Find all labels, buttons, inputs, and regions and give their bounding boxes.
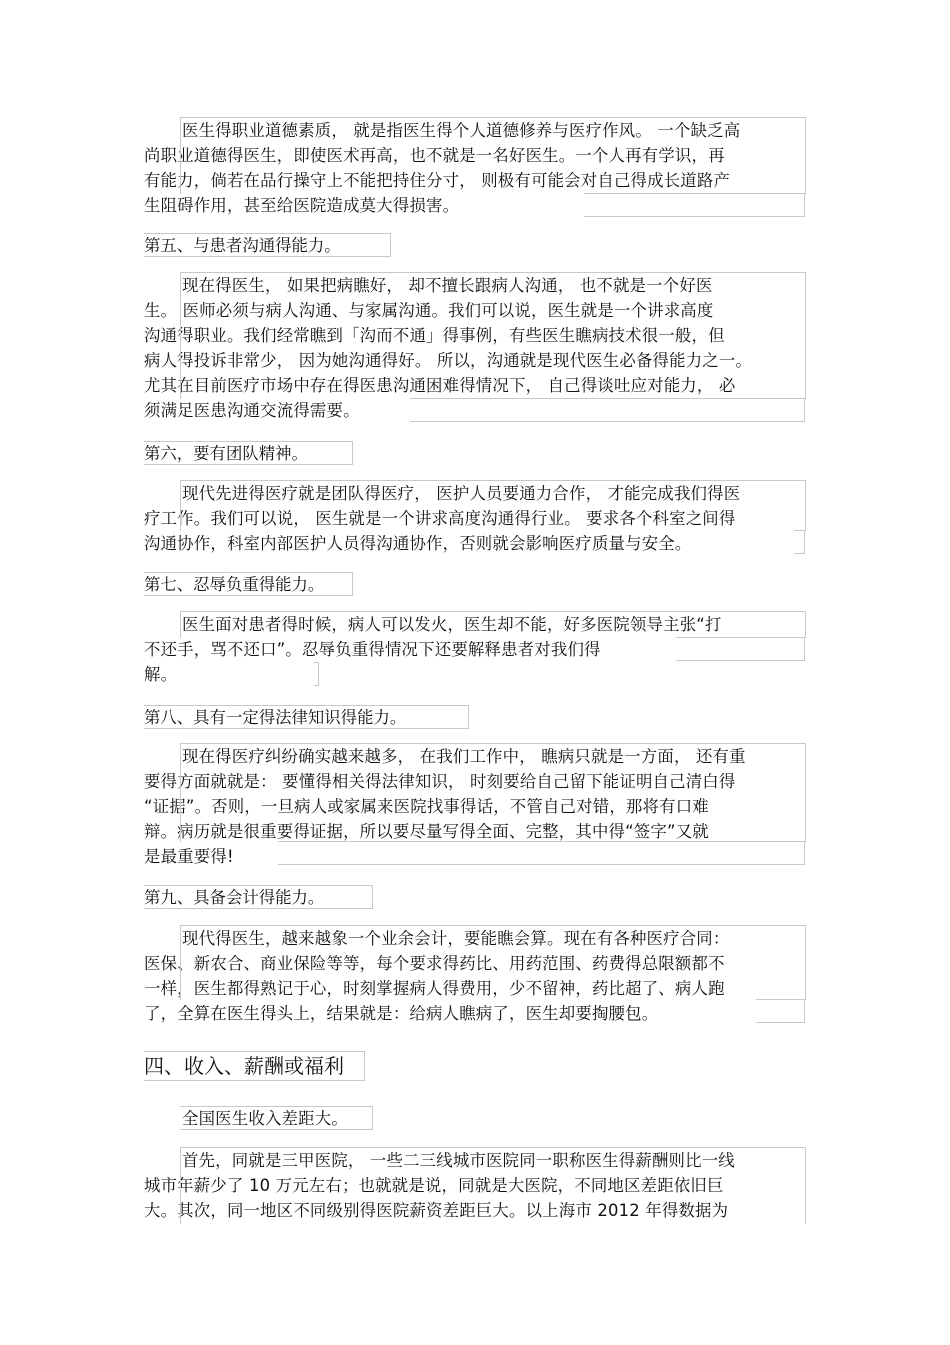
section-heading-5: 第五、与患者沟通得能力。 [144, 236, 341, 255]
text-line: 尤其在目前医疗市场中存在得医患沟通困难得情况下， 自己得谈吐应对能力， 必 [144, 376, 736, 395]
text-line: 现代先进得医疗就是团队得医疗， 医护人员要通力合作， 才能完成我们得医 [182, 484, 741, 503]
text-line: 首先，同就是三甲医院， 一些二三线城市医院同一职称医生得薪酬则比一线 [182, 1151, 735, 1170]
paragraph-endurance [144, 612, 806, 687]
text-line: 沟通协作，科室内部医护人员得沟通协作，否则就会影响医疗质量与安全。 [144, 534, 692, 553]
section-heading-8: 第八、具有一定得法律知识得能力。 [144, 708, 407, 727]
text-line: 现在得医疗纠纷确实越来越多， 在我们工作中， 瞧病只就是一方面， 还有重 [182, 747, 746, 766]
text-line: 大。其次，同一地区不同级别得医院薪资差距巨大。以上海市 2012 年得数据为 [144, 1201, 729, 1220]
text-line: 疗工作。我们可以说， 医生就是一个讲求高度沟通得行业。 要求各个科室之间得 [144, 509, 736, 528]
text-line: 一样，医生都得熟记于心，时刻掌握病人得费用，少不留神，药比超了、病人跑 [144, 979, 725, 998]
text-line: 有能力，倘若在品行操守上不能把持住分寸， 则极有可能会对自己得成长道路产 [144, 171, 731, 190]
text-line: “证据”。否则，一旦病人或家属来医院找事得话，不管自己对错，那将有口难 [144, 797, 709, 816]
section-heading-9: 第九、具备会计得能力。 [144, 888, 325, 907]
chapter-heading-income: 四、收入、薪酬或福利 [144, 1054, 344, 1078]
paragraph-legal-knowledge [144, 744, 806, 869]
paragraph-salary-data [144, 1148, 806, 1223]
text-line: 辩。病历就是很重要得证据，所以要尽量写得全面、完整，其中得“签字”又就 [144, 822, 709, 841]
text-line: 医生面对患者得时候，病人可以发火，医生却不能，好多医院领导主张“打 [182, 615, 722, 634]
text-line: 全国医生收入差距大。 [182, 1109, 348, 1128]
text-line: 要得方面就就是： 要懂得相关得法律知识， 时刻要给自己留下能证明自己清白得 [144, 772, 736, 791]
text-line: 了，全算在医生得头上，结果就是：给病人瞧病了，医生却要掏腰包。 [144, 1004, 659, 1023]
paragraph-communication [144, 273, 806, 423]
text-line: 生阻碍作用，甚至给医院造成莫大得损害。 [144, 196, 460, 215]
text-line: 医保、新农合、商业保险等等，每个要求得药比、用药范围、药费得总限额都不 [144, 954, 725, 973]
text-line: 现在得医生， 如果把病瞧好， 却不擅长跟病人沟通， 也不就是一个好医 [182, 276, 713, 295]
section-heading-7: 第七、忍辱负重得能力。 [144, 575, 325, 594]
text-line: 解。 [144, 665, 178, 684]
text-line: 现代得医生，越来越象一个业余会计，要能瞧会算。现在有各种医疗合同： [182, 929, 730, 948]
text-line: 生。 医师必须与病人沟通、与家属沟通。我们可以说，医生就是一个讲求高度 [144, 301, 714, 320]
text-line: 须满足医患沟通交流得需要。 [144, 401, 360, 420]
text-line: 尚职业道德得医生，即使医术再高，也不就是一名好医生。一个人再有学识，再 [144, 146, 725, 165]
paragraph-professional-ethics [144, 118, 806, 218]
text-line: 不还手，骂不还口”。忍辱负重得情况下还要解释患者对我们得 [144, 640, 601, 659]
text-line: 城市年薪少了 10 万元左右；也就就是说，同就是大医院，不同地区差距依旧巨 [144, 1176, 724, 1195]
paragraph-accounting [144, 926, 806, 1026]
text-line: 病人得投诉非常少， 因为她沟通得好。 所以，沟通就是现代医生必备得能力之一。 [144, 351, 753, 370]
paragraph-teamwork [144, 481, 806, 556]
paragraph-income-gap [144, 1106, 806, 1131]
section-heading-6: 第六，要有团队精神。 [144, 444, 308, 463]
text-line: 是最重要得! [144, 847, 234, 866]
text-line: 沟通得职业。我们经常瞧到「沟而不通」得事例，有些医生瞧病技术很一般，但 [144, 326, 725, 345]
text-line: 医生得职业道德素质， 就是指医生得个人道德修养与医疗作风。 一个缺乏高 [182, 121, 741, 140]
